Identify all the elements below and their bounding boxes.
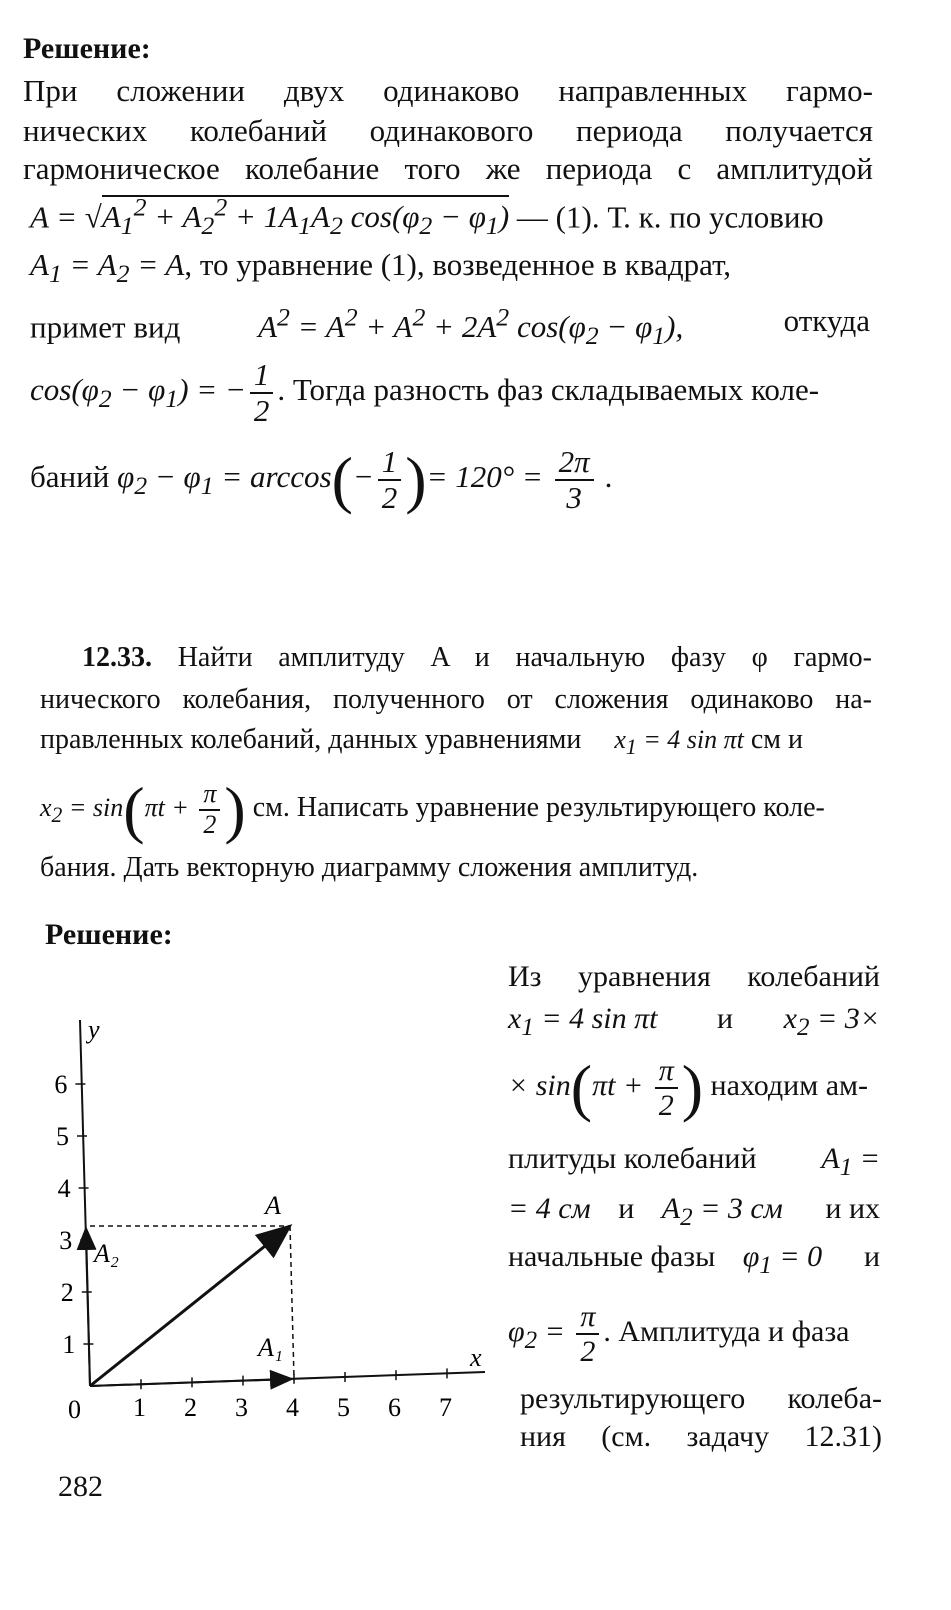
solution1-line8-pre: баний (30, 459, 110, 495)
x-tick-label: 5 (337, 1393, 350, 1422)
x-tick-label: 7 (439, 1393, 452, 1422)
vector-A-label: A (265, 1191, 281, 1220)
dashed-vertical (290, 1226, 294, 1378)
solution1-line4 (30, 192, 870, 243)
x2-equation-2: $x_2 = 3\times$ (783, 1002, 880, 1041)
phase-difference-formula: $\varphi_2 - \varphi_1 = \arccos(-$ $\frac{1}{2}$ )= 120° = $\frac{2\pi}{3}$ . (117, 443, 614, 515)
solution2-r9: ния (см. задачу 12.31) (520, 1420, 882, 1453)
vector-A (90, 1226, 290, 1386)
x-tick-label: 2 (184, 1393, 197, 1422)
y-tick-label: 5 (56, 1122, 69, 1151)
solution2-r2 (508, 1000, 880, 1043)
x1-equation: $x_1 = 4$ sin πt (614, 725, 744, 760)
problem-line2: нического колебания, полученного от сложения одинаково на- (40, 684, 872, 715)
problem-line3-post: см и (750, 724, 804, 755)
solution1-line6 (30, 302, 870, 353)
solution2-r5-mid: и (618, 1192, 635, 1225)
phi1-value: $\varphi_1 = 0$ (742, 1240, 823, 1279)
solution1-line6-pre: примет вид (30, 309, 181, 345)
solution2-r5 (508, 1190, 880, 1233)
problem-number: 12.33. (82, 642, 152, 673)
solution1-line8 (30, 440, 870, 520)
solution2-r4-text: плитуды колебаний (508, 1142, 757, 1175)
y-axis-label: y (88, 1015, 100, 1044)
origin-label: 0 (68, 1395, 81, 1424)
page-number: 282 (58, 1470, 103, 1503)
problem-line5: бания. Дать векторную диаграмму сложения амплитуд. (40, 852, 699, 883)
vector-A1 (90, 1379, 292, 1386)
solution1-line5-text: , то уравнение (1), возведенное в квадрат, (184, 247, 732, 282)
cos-formula: $\cos(\varphi_2 - \varphi_1)$ = − $\frac{1}{2}$ (30, 372, 277, 407)
A2-value: $A_2 = 3$ см (661, 1192, 783, 1231)
vector-A1-label: A₁ (258, 1333, 283, 1362)
solution2-r1: Из уравнения колебаний (508, 960, 880, 993)
x-tick-label: 3 (235, 1393, 248, 1422)
solution2-r5-post: и их (825, 1192, 880, 1225)
problem-line1-text: Найти амплитуду A и начальную фазу φ гармо- (177, 642, 872, 673)
solution2-r6 (508, 1238, 880, 1281)
solution1-line7 (30, 358, 870, 428)
solution1-line5 (30, 246, 870, 290)
problem-line1 (82, 640, 872, 675)
solution2-heading: Решение: (45, 918, 173, 951)
problem-line4 (40, 770, 872, 850)
x-tick-label: 1 (133, 1393, 146, 1422)
solution1-line3: гармоническое колебание того же периода с амплитудой (23, 151, 873, 186)
y-tick-label: 2 (60, 1278, 74, 1307)
y-tick-label: 6 (54, 1070, 68, 1099)
solution1-line6-post: откуда (783, 303, 870, 338)
x-tick-label: 6 (388, 1393, 401, 1422)
y-tick-label: 1 (62, 1330, 76, 1359)
solution2-r4 (508, 1140, 880, 1181)
x1-equation-2: $x_1 = 4$ sin πt (508, 1002, 658, 1041)
x2-equation: $x_2 = \sin(\pi t$ + $\frac{\pi}{2}$ ) (40, 774, 246, 845)
solution1-heading: Решение: (23, 32, 151, 65)
x-axis-label: x (470, 1343, 482, 1372)
vector-A2-label: A₂ (94, 1239, 119, 1268)
x-ticks (133, 1368, 452, 1422)
vector-A2 (86, 1228, 90, 1386)
x-tick-label: 4 (286, 1393, 299, 1422)
squared-formula: $A^2 = A^2 + A^2 + 2A^2$ $\cos(\varphi_2 - \varphi_1)$, (258, 303, 684, 351)
solution2-r7-text: . Амплитуда и фаза (603, 1314, 850, 1348)
sin-term: × sin(πt + $\frac{\pi}{2}$ ) (508, 1052, 704, 1123)
solution2-r3 (508, 1048, 880, 1128)
solution2-r8: результирующего колеба- (520, 1382, 882, 1415)
solution2-r6-text: начальные фазы (508, 1240, 716, 1273)
solution1-line7-text: . Тогда разность фаз складываемых коле- (277, 372, 820, 408)
phi2-value: $\varphi_2$ = $\frac{\pi}{2}$ (508, 1315, 603, 1348)
solution1-line4-text: — (1). Т. к. по условию (516, 199, 824, 235)
equal-amplitudes: $A_1 = A_2 = A$ (30, 247, 185, 289)
solution2-r2-and: и (716, 1002, 734, 1035)
solution1-line2: нических колебаний одинакового периода получается (23, 113, 873, 148)
y-tick-label: 3 (59, 1226, 73, 1255)
solution1-line1: При сложении двух одинаково направленных гармо- (23, 73, 873, 108)
vector-diagram (50, 1000, 510, 1480)
problem-line3 (40, 722, 872, 761)
problem-line3-pre: правленных колебаний, данных уравнениями (40, 724, 582, 755)
solution2-r3-text: находим ам- (710, 1068, 868, 1102)
amplitude-formula: $A = √A_1^2 + A_2^2 + 1A_1A_2$ $\cos(\varphi_2 - \varphi_1)$ (30, 193, 510, 241)
A1-label-text: $A_1$ = (821, 1142, 880, 1181)
solution2-r7 (508, 1300, 880, 1368)
y-tick-label: 4 (57, 1174, 71, 1203)
A1-value: = 4 см (508, 1192, 591, 1225)
problem-line4-post: см. Написать уравнение результирующего коле- (252, 791, 825, 823)
solution2-r6-and: и (863, 1240, 880, 1273)
